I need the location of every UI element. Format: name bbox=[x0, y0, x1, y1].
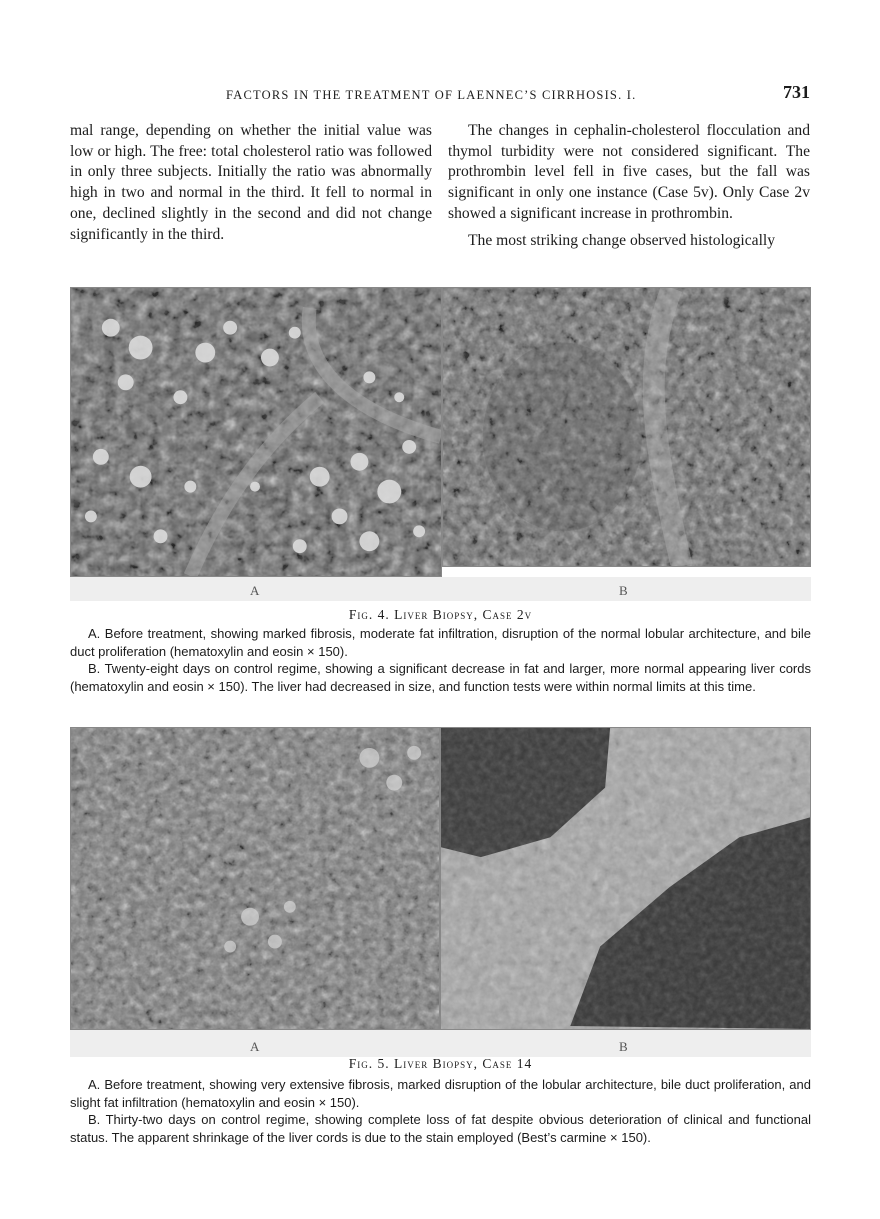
running-title: FACTORS IN THE TREATMENT OF LAENNEC’S CIRRHOSIS. I. bbox=[226, 88, 637, 102]
figure-4 bbox=[70, 287, 811, 601]
micrograph-4a bbox=[70, 287, 442, 577]
figure-label-strip bbox=[70, 577, 811, 601]
figure-5 bbox=[70, 727, 811, 1057]
page-number: 731 bbox=[783, 82, 810, 102]
right-column bbox=[448, 121, 810, 251]
histology-image bbox=[443, 288, 810, 566]
micrograph-5b bbox=[440, 727, 811, 1030]
figure-4-caption bbox=[70, 625, 811, 695]
micrograph-5a bbox=[70, 727, 440, 1030]
paragraph: The changes in cephalin-cholesterol flocculation and thymol turbidity were not considered significant. The prothrombin level fell in five cases, but the fall was significant in only one instance (Case 5v). Only Case 2v showed a significant increase in prothrombin. bbox=[448, 122, 810, 222]
body-columns bbox=[70, 121, 810, 271]
figure-4-title-text: Fig. 4. Liver Biopsy, Case 2v bbox=[348, 607, 533, 622]
histology-image bbox=[71, 288, 441, 576]
figure-5-title-text: Fig. 5. Liver Biopsy, Case 14 bbox=[348, 1056, 533, 1071]
running-head bbox=[70, 84, 810, 106]
histology-image bbox=[441, 728, 810, 1029]
paragraph: The most striking change observed histologically bbox=[468, 231, 776, 249]
figure-5-title bbox=[70, 1056, 811, 1072]
histology-image bbox=[71, 728, 439, 1029]
paragraph: mal range, depending on whether the initial value was low or high. The free: total cholesterol ratio was followed in only three subjects. Initially the ratio was abnormally high in two and normal in the third. It fell to normal in one, declined slightly in the second and did not change significantly in the third. bbox=[70, 122, 432, 243]
left-column bbox=[70, 121, 432, 245]
panel-label-b: B bbox=[619, 583, 628, 598]
caption-paragraph: B. Thirty-two days on control regime, showing complete loss of fat despite obvious deterioration of clinical and functional status. The apparent shrinkage of the liver cords is due to the stain employed (Best’s carmine × 150). bbox=[70, 1112, 811, 1145]
caption-paragraph: A. Before treatment, showing marked fibrosis, moderate fat infiltration, disruption of the normal lobular architecture, and bile duct proliferation (hematoxylin and eosin × 150). bbox=[70, 626, 811, 659]
micrograph-4b bbox=[442, 287, 811, 567]
figure-5-caption bbox=[70, 1076, 811, 1146]
caption-paragraph: A. Before treatment, showing very extensive fibrosis, marked disruption of the lobular architecture, bile duct proliferation, and slight fat infiltration (hematoxylin and eosin × 150). bbox=[70, 1077, 811, 1110]
figure-4-title bbox=[70, 607, 811, 623]
caption-paragraph: B. Twenty-eight days on control regime, showing a significant decrease in fat and larger, more normal appearing liver cords (hematoxylin and eosin × 150). The liver had decreased in size, and function tests were within normal limits at this time. bbox=[70, 661, 811, 694]
figure-label-strip bbox=[70, 1030, 811, 1057]
panel-label-b: B bbox=[619, 1039, 628, 1054]
panel-label-a: A bbox=[250, 1039, 260, 1054]
panel-label-a: A bbox=[250, 583, 260, 598]
